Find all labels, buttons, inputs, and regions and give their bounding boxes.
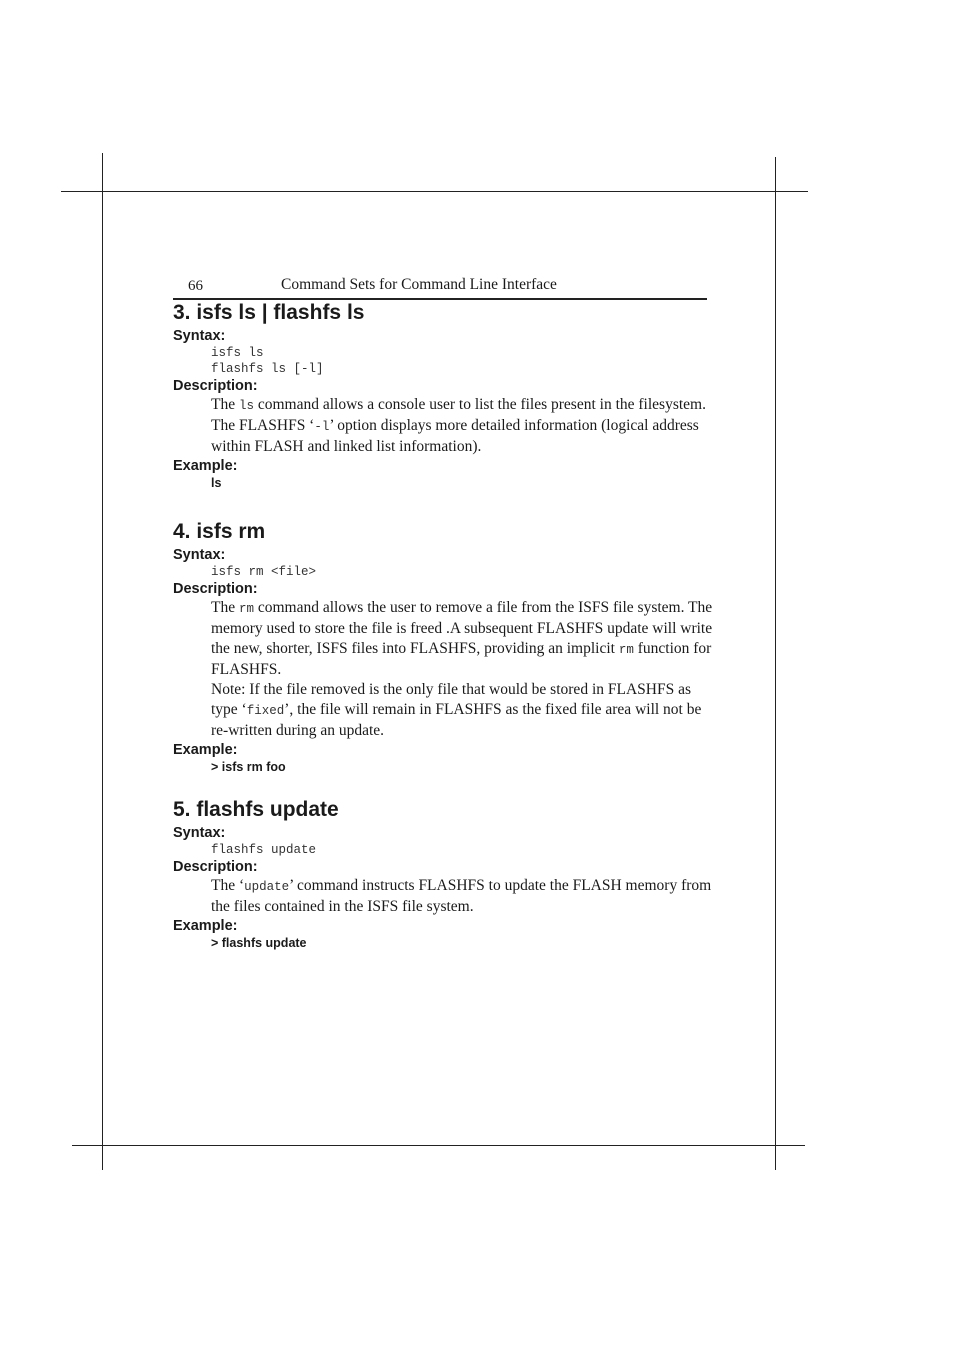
inline-code: fixed (246, 704, 285, 718)
section-title: 5. flashfs update (173, 798, 339, 821)
syntax-label: Syntax: (173, 825, 226, 841)
example-label: Example: (173, 458, 238, 474)
description-paragraph: The ls command allows a console user to list the files present in the filesystem. (211, 396, 706, 413)
syntax-line: flashfs ls [-l] (211, 362, 324, 376)
page-number: 66 (188, 278, 203, 294)
crop-mark-right-vertical (775, 157, 776, 1170)
example-label: Example: (173, 918, 238, 934)
page-header (173, 274, 707, 300)
syntax-label: Syntax: (173, 547, 226, 563)
crop-mark-bottom-horizontal (72, 1145, 805, 1146)
syntax-line: isfs ls (211, 346, 264, 360)
syntax-line: flashfs update (211, 843, 317, 857)
section-isfs-rm (173, 518, 718, 776)
inline-code: update (244, 880, 290, 894)
example-command: ls (211, 476, 222, 490)
section-flashfs-update (173, 796, 718, 952)
description-label: Description: (173, 859, 258, 875)
section-title: 4. isfs rm (173, 520, 266, 543)
inline-code: rm (618, 643, 634, 657)
example-command: > flashfs update (211, 936, 307, 950)
description-paragraph: The FLASHFS ‘-l’ option displays more detailed information (logical address within FLASH and linked list information). (211, 417, 699, 455)
inline-code: -l (314, 420, 330, 434)
description-label: Description: (173, 581, 258, 597)
crop-mark-left-vertical (102, 153, 103, 1170)
syntax-label: Syntax: (173, 328, 226, 344)
description-label: Description: (173, 378, 258, 394)
section-isfs-ls (173, 299, 718, 492)
syntax-line: isfs rm <file> (211, 565, 317, 579)
note-paragraph: Note: If the file removed is the only file that would be stored in FLASHFS as type ‘fixed’, the file will remain in FLASHFS as the fixed file area will not be re-written during an update. (211, 681, 702, 739)
running-title: Command Sets for Command Line Interface (281, 276, 557, 293)
example-label: Example: (173, 742, 238, 758)
description-paragraph: The rm command allows the user to remove a file from the ISFS file system. The memory used to store the file is freed .A subsequent FLASHFS update will write the new, shorter, ISFS files into FLASHFS, providing an implicit rm function for FLASHFS. (211, 599, 713, 678)
crop-mark-top-horizontal (61, 191, 808, 192)
section-title: 3. isfs ls | flashfs ls (173, 301, 365, 324)
page-content (173, 299, 718, 952)
description-paragraph: The ‘update’ command instructs FLASHFS to update the FLASH memory from the files contained in the ISFS file system. (211, 877, 712, 915)
inline-code: rm (238, 602, 254, 616)
example-command: > isfs rm foo (211, 760, 286, 774)
inline-code: ls (238, 399, 254, 413)
